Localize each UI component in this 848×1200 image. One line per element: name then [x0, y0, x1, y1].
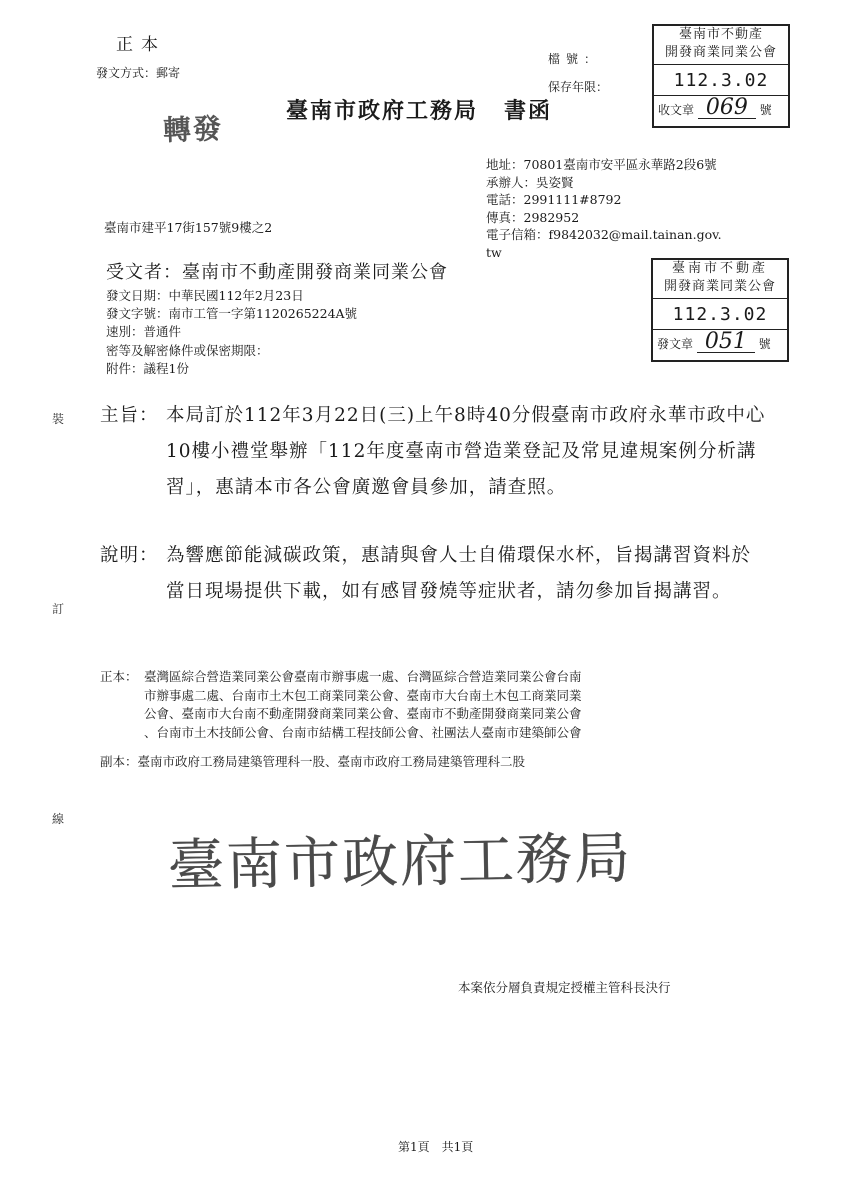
stamp-receipt-label: 收文章	[658, 103, 695, 117]
explanation-text: 為響應節能減碳政策，惠請與會人士自備環保水杯，旨揭講習資料於當日現場提供下載，如有感冒發燒等症狀者，請勿參加旨揭講習。	[166, 545, 752, 602]
dispatch-stamp	[651, 258, 789, 362]
distribution-line: 、台南市土木技師公會、台南市結構工程技師公會、社團法人臺南市建築師公會	[144, 724, 582, 740]
recipient: 受文者：臺南市不動產開發商業同業公會	[106, 262, 448, 283]
subject-label: 主旨：	[100, 405, 159, 426]
document-meta	[106, 287, 357, 378]
subject-section	[100, 398, 780, 548]
agency-seal: 臺南市政府工務局	[167, 825, 633, 900]
carbon-copy: 副本：臺南市政府工務局建築管理科一股、臺南市政府工務局建築管理科二股	[100, 754, 526, 769]
contact-address: 地址：70801臺南市安平區永華路2段6號	[486, 157, 717, 172]
contact-block	[486, 156, 722, 261]
attachment: 附件：議程1份	[106, 360, 189, 376]
stamp-dispatch-suffix: 號	[758, 337, 771, 351]
stamp-org-line2: 開發商業同業公會	[653, 278, 787, 299]
explanation-section	[100, 538, 780, 648]
authorization-note: 本案依分層負責規定授權主管科長決行	[458, 980, 671, 995]
binding-mark-line: 線	[52, 812, 65, 826]
document-number: 發文字號：南市工管一字第1120265224A號	[106, 306, 358, 322]
stamp-date: 112.3.02	[654, 65, 788, 96]
stamp-receipt-suffix: 號	[759, 103, 772, 117]
file-number-label: 檔號：	[548, 52, 603, 66]
contact-phone: 電話：2991111#8792	[486, 192, 622, 207]
agency-name: 臺南市政府工務局	[286, 98, 479, 124]
forward-stamp: 轉發	[162, 111, 224, 148]
send-method: 發文方式：郵寄	[96, 66, 181, 80]
stamp-org-line1: 臺南市不動產	[678, 27, 763, 42]
stamp-dispatch-row	[653, 330, 787, 358]
contact-handler: 承辦人：吳姿賢	[486, 174, 574, 190]
contact-email-cont: tw	[486, 244, 502, 260]
distribution-line: 臺灣區綜合營造業同業公會臺南市辦事處一處、台灣區綜合營造業同業公會台南	[144, 669, 582, 684]
stamp-receipt-row	[654, 96, 788, 124]
copy-label: 正本	[116, 35, 166, 55]
recipient-address: 臺南市建平17街157號9樓之2	[104, 220, 273, 235]
document-title	[286, 94, 552, 125]
subject-text: 本局訂於112年3月22日(三)上午8時40分假臺南市政府永華市政中心10樓小禮堂舉辦「112年度臺南市營造業登記及常見違規案例分析講習」，惠請本市各公會廣邀會員參加，請查照。	[166, 405, 766, 498]
explanation-label: 說明：	[100, 545, 159, 566]
binding-mark-bind: 裝	[52, 412, 65, 426]
receipt-stamp-top	[652, 24, 790, 128]
secrecy-level: 密等及解密條件或保密期限：	[106, 342, 269, 358]
document-type: 書函	[504, 98, 553, 124]
stamp-receipt-number: 069	[698, 98, 756, 119]
stamp-org-line1: 臺南市不動產	[671, 261, 768, 276]
distribution-line: 公會、臺南市大台南不動產開發商業同業公會、臺南市不動產開發商業同業公會	[144, 706, 582, 721]
stamp-org-line2: 開發商業同業公會	[654, 44, 788, 65]
stamp-dispatch-number: 051	[697, 332, 755, 353]
contact-email: 電子信箱：f9842032@mail.tainan.gov.	[486, 227, 722, 242]
stamp-dispatch-label: 發文章	[657, 337, 694, 351]
delivery-speed: 速別：普通件	[106, 324, 182, 340]
stamp-date: 112.3.02	[653, 299, 787, 330]
contact-fax: 傳真：2982952	[486, 209, 580, 225]
retention-period-label: 保存年限：	[548, 80, 609, 94]
distribution-label: 正本：	[100, 669, 138, 684]
issue-date: 發文日期：中華民國112年2月23日	[106, 288, 304, 303]
page-number: 第1頁 共1頁	[398, 1140, 474, 1154]
binding-mark-staple: 訂	[52, 602, 65, 616]
distribution-line: 市辦事處二處、台南市土木包工商業同業公會、臺南市大台南土木包工商業同業	[144, 687, 582, 703]
